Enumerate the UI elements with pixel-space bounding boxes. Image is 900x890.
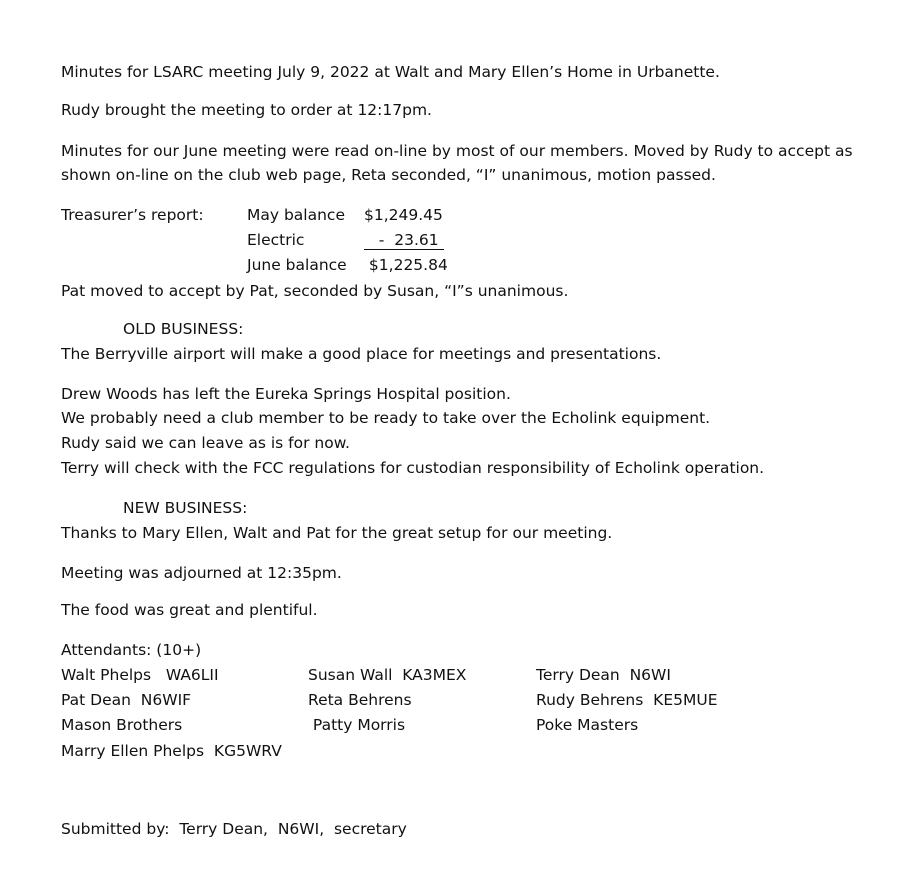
attendant-name: Pat Dean N6WIF xyxy=(61,691,192,709)
minutes-approval-line-1: Minutes for our June meeting were read on-line by most of our members. Moved by Rudy to accept as xyxy=(61,142,853,160)
attendant-name: Walt Phelps WA6LII xyxy=(61,666,219,684)
treasurer-amount: - 23.61 xyxy=(364,231,439,249)
attendant-name: Rudy Behrens KE5MUE xyxy=(536,691,718,709)
treasurer-motion: Pat moved to accept by Pat, seconded by Susan, “I”s unanimous. xyxy=(61,282,569,300)
old-business-heading: OLD BUSINESS: xyxy=(123,320,244,338)
attendant-name: Susan Wall KA3MEX xyxy=(308,666,467,684)
new-business-item: Thanks to Mary Ellen, Walt and Pat for the great setup for our meeting. xyxy=(61,524,613,542)
food-line: The food was great and plentiful. xyxy=(61,601,318,619)
old-business-item: Rudy said we can leave as is for now. xyxy=(61,434,350,452)
old-business-item: Terry will check with the FCC regulations for custodian responsibility of Echolink operation. xyxy=(61,459,765,477)
treasurer-item: June balance xyxy=(247,256,347,274)
call-to-order-line: Rudy brought the meeting to order at 12:17pm. xyxy=(61,101,432,119)
attendants-label: Attendants: (10+) xyxy=(61,641,202,659)
attendant-name: Poke Masters xyxy=(536,716,639,734)
attendant-name: Patty Morris xyxy=(308,716,406,734)
attendant-name: Reta Behrens xyxy=(308,691,412,709)
treasurer-item: Electric xyxy=(247,231,305,249)
sum-underline xyxy=(364,249,444,250)
attendant-name: Terry Dean N6WI xyxy=(536,666,671,684)
treasurer-item: May balance xyxy=(247,206,345,224)
old-business-item: We probably need a club member to be ready to take over the Echolink equipment. xyxy=(61,409,711,427)
new-business-heading: NEW BUSINESS: xyxy=(123,499,248,517)
submitted-by-line: Submitted by: Terry Dean, N6WI, secretary xyxy=(61,820,407,838)
old-business-item: Drew Woods has left the Eureka Springs Hospital position. xyxy=(61,385,511,403)
document-header: Minutes for LSARC meeting July 9, 2022 at Walt and Mary Ellen’s Home in Urbanette. xyxy=(61,63,720,81)
attendant-name: Mason Brothers xyxy=(61,716,183,734)
treasurer-label: Treasurer’s report: xyxy=(61,206,204,224)
treasurer-amount: $1,225.84 xyxy=(364,256,448,274)
attendant-name: Marry Ellen Phelps KG5WRV xyxy=(61,742,282,760)
old-business-item: The Berryville airport will make a good place for meetings and presentations. xyxy=(61,345,662,363)
minutes-approval-line-2: shown on-line on the club web page, Reta seconded, “I” unanimous, motion passed. xyxy=(61,166,716,184)
adjourned-line: Meeting was adjourned at 12:35pm. xyxy=(61,564,342,582)
treasurer-amount: $1,249.45 xyxy=(364,206,443,224)
